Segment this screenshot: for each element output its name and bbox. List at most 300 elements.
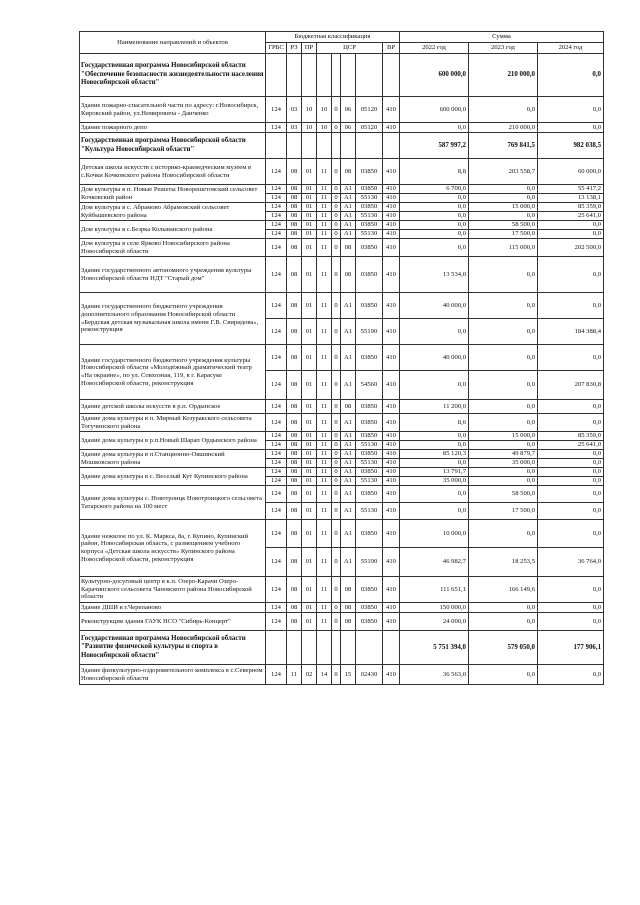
code-c1: 11 — [317, 520, 332, 548]
table-body — [80, 54, 604, 685]
table-row — [80, 123, 604, 133]
code-c3: A1 — [341, 371, 356, 400]
code-grbs: 124 — [266, 293, 287, 319]
code-c3: A1 — [341, 486, 356, 503]
object-name: Здание дома культуры в р.п.Новый Шарап Ордынского района — [80, 432, 266, 450]
table-row — [80, 414, 604, 432]
code-c4: 02430 — [356, 665, 383, 685]
code-c1: 11 — [317, 221, 332, 230]
code-c1: 11 — [317, 257, 332, 293]
code-c3: A1 — [341, 432, 356, 441]
code-pr: 01 — [302, 520, 317, 548]
amount-2024: 0,0 — [538, 123, 604, 133]
code-rz: 08 — [287, 459, 302, 468]
code-c3 — [341, 54, 356, 97]
code-grbs: 124 — [266, 486, 287, 503]
code-c4 — [356, 631, 383, 665]
amount-2024: 0,0 — [538, 459, 604, 468]
amount-2023: 0,0 — [469, 477, 538, 486]
amount-2023: 0,0 — [469, 345, 538, 371]
header-2024: 2024 год — [538, 43, 604, 54]
amount-2023: 0,0 — [469, 293, 538, 319]
table-row — [80, 577, 604, 603]
code-pr: 10 — [302, 97, 317, 123]
amount-2022: 40 000,0 — [400, 293, 469, 319]
amount-2023: 0,0 — [469, 257, 538, 293]
amount-2022: 587 997,2 — [400, 133, 469, 159]
code-rz: 08 — [287, 486, 302, 503]
code-vr: 410 — [383, 665, 400, 685]
code-c2: 0 — [332, 450, 341, 459]
amount-2024: 0,0 — [538, 603, 604, 613]
table-row — [80, 97, 604, 123]
code-c2: 0 — [332, 185, 341, 194]
code-rz: 08 — [287, 520, 302, 548]
amount-2024: 0,0 — [538, 414, 604, 432]
amount-2023: 0,0 — [469, 194, 538, 203]
code-rz: 08 — [287, 441, 302, 450]
object-name: Здание государственного автономного учреждения культуры Новосибирской области НДТ "Старый дом" — [80, 257, 266, 293]
amount-2024: 36 764,0 — [538, 548, 604, 577]
code-vr: 410 — [383, 577, 400, 603]
table-row — [80, 345, 604, 371]
code-vr — [383, 54, 400, 97]
code-pr: 01 — [302, 577, 317, 603]
code-rz: 08 — [287, 239, 302, 257]
code-vr: 410 — [383, 185, 400, 194]
code-rz: 03 — [287, 123, 302, 133]
code-rz: 08 — [287, 319, 302, 345]
code-c1: 11 — [317, 414, 332, 432]
amount-2023: 15 000,0 — [469, 203, 538, 212]
amount-2022: 0,0 — [400, 221, 469, 230]
code-pr: 01 — [302, 486, 317, 503]
amount-2024: 0,0 — [538, 613, 604, 631]
code-c1: 11 — [317, 371, 332, 400]
amount-2024: 0,0 — [538, 486, 604, 503]
amount-2023: 0,0 — [469, 665, 538, 685]
code-c2: 0 — [332, 577, 341, 603]
table-row — [80, 603, 604, 613]
code-rz: 08 — [287, 185, 302, 194]
code-pr: 01 — [302, 345, 317, 371]
code-c2: 0 — [332, 503, 341, 520]
code-c3: A1 — [341, 345, 356, 371]
code-vr: 410 — [383, 613, 400, 631]
code-vr: 410 — [383, 230, 400, 239]
code-rz: 08 — [287, 293, 302, 319]
code-pr: 01 — [302, 613, 317, 631]
code-c3: A1 — [341, 459, 356, 468]
code-vr: 410 — [383, 194, 400, 203]
code-pr: 01 — [302, 293, 317, 319]
code-c3: A1 — [341, 203, 356, 212]
code-grbs: 124 — [266, 185, 287, 194]
amount-2022: 6 700,0 — [400, 185, 469, 194]
amount-2023: 17 500,0 — [469, 503, 538, 520]
table-row — [80, 203, 604, 212]
code-c4: 55190 — [356, 548, 383, 577]
amount-2022: 150 000,0 — [400, 603, 469, 613]
code-grbs: 124 — [266, 194, 287, 203]
amount-2023: 0,0 — [469, 371, 538, 400]
code-c1: 11 — [317, 459, 332, 468]
code-rz: 08 — [287, 221, 302, 230]
code-pr: 01 — [302, 603, 317, 613]
code-c4: 03850 — [356, 414, 383, 432]
amount-2023: 579 050,0 — [469, 631, 538, 665]
amount-2022: 8,8 — [400, 159, 469, 185]
amount-2024: 982 038,5 — [538, 133, 604, 159]
amount-2024: 184 388,4 — [538, 319, 604, 345]
object-name: Государственная программа Новосибирской области "Обеспечение безопасности жизнедеятельности населения Новосибирской области" — [80, 54, 266, 97]
code-c3: 06 — [341, 97, 356, 123]
amount-2022: 600 000,0 — [400, 54, 469, 97]
amount-2023: 58 500,0 — [469, 221, 538, 230]
amount-2024: 0,0 — [538, 54, 604, 97]
code-c4: 03850 — [356, 613, 383, 631]
code-c3: A1 — [341, 185, 356, 194]
code-c2: 0 — [332, 257, 341, 293]
code-c4: 55130 — [356, 194, 383, 203]
code-c4: 03850 — [356, 185, 383, 194]
code-grbs: 124 — [266, 459, 287, 468]
code-grbs: 124 — [266, 371, 287, 400]
amount-2022: 85 120,3 — [400, 450, 469, 459]
code-vr: 410 — [383, 221, 400, 230]
object-name: Здание детской школы искусств в р.п. Ордынское — [80, 400, 266, 414]
amount-2022: 0,0 — [400, 239, 469, 257]
code-grbs: 124 — [266, 319, 287, 345]
code-grbs: 124 — [266, 613, 287, 631]
code-c4: 55130 — [356, 477, 383, 486]
header-name-column: Наименование направлений и объектов — [80, 32, 266, 54]
code-pr: 01 — [302, 400, 317, 414]
amount-2024: 0,0 — [538, 450, 604, 459]
code-pr: 01 — [302, 441, 317, 450]
code-vr: 410 — [383, 503, 400, 520]
code-c1: 11 — [317, 230, 332, 239]
amount-2022: 0,0 — [400, 230, 469, 239]
amount-2022: 35 000,0 — [400, 477, 469, 486]
code-rz: 08 — [287, 613, 302, 631]
code-vr: 410 — [383, 441, 400, 450]
amount-2022: 46 982,7 — [400, 548, 469, 577]
amount-2023: 58 500,0 — [469, 486, 538, 503]
amount-2024: 0,0 — [538, 400, 604, 414]
amount-2023: 15 000,0 — [469, 432, 538, 441]
code-c2: 0 — [332, 400, 341, 414]
code-c3: 08 — [341, 603, 356, 613]
code-pr: 02 — [302, 665, 317, 685]
code-rz: 08 — [287, 159, 302, 185]
amount-2023: 0,0 — [469, 468, 538, 477]
code-vr: 410 — [383, 239, 400, 257]
amount-2024: 0,0 — [538, 477, 604, 486]
code-c2: 0 — [332, 319, 341, 345]
amount-2023: 0,0 — [469, 212, 538, 221]
code-grbs: 124 — [266, 548, 287, 577]
code-vr: 410 — [383, 319, 400, 345]
code-c3: 08 — [341, 577, 356, 603]
amount-2024: 13 138,1 — [538, 194, 604, 203]
code-rz — [287, 133, 302, 159]
code-pr: 01 — [302, 194, 317, 203]
amount-2024: 0,0 — [538, 665, 604, 685]
code-pr: 01 — [302, 159, 317, 185]
code-rz: 08 — [287, 503, 302, 520]
code-c1: 11 — [317, 468, 332, 477]
header-csr: ЦСР — [317, 43, 383, 54]
code-c2: 0 — [332, 459, 341, 468]
object-name: Здание ДШИ в г.Черепаново — [80, 603, 266, 613]
amount-2024: 85 359,0 — [538, 203, 604, 212]
code-c1: 11 — [317, 203, 332, 212]
code-c1: 11 — [317, 577, 332, 603]
amount-2022: 0,0 — [400, 194, 469, 203]
amount-2024: 55 417,2 — [538, 185, 604, 194]
table-row — [80, 613, 604, 631]
code-pr — [302, 631, 317, 665]
code-grbs — [266, 631, 287, 665]
amount-2023: 0,0 — [469, 414, 538, 432]
object-name: Здание дома культуры в п.Станционно-Ояшинский Мошковского района — [80, 450, 266, 468]
amount-2022: 0,0 — [400, 459, 469, 468]
code-c4: 03850 — [356, 159, 383, 185]
code-vr: 410 — [383, 450, 400, 459]
amount-2023: 210 000,0 — [469, 123, 538, 133]
code-c2: 0 — [332, 414, 341, 432]
object-name: Здание нежилое по ул. К. Маркса, 8а, г. Купино, Купинский район, Новосибирская область, с размещением учебного корпуса «Детская школа искусств» Купинского района Новосибирской области, реконструкция — [80, 520, 266, 577]
code-grbs: 124 — [266, 123, 287, 133]
amount-2022: 0,0 — [400, 503, 469, 520]
code-c4: 03850 — [356, 603, 383, 613]
amount-2024: 0,0 — [538, 577, 604, 603]
code-pr: 01 — [302, 414, 317, 432]
code-grbs: 124 — [266, 221, 287, 230]
header-2022: 2022 год — [400, 43, 469, 54]
code-c1: 11 — [317, 185, 332, 194]
amount-2024: 25 641,0 — [538, 441, 604, 450]
code-grbs: 124 — [266, 503, 287, 520]
code-rz: 08 — [287, 468, 302, 477]
code-c3: A1 — [341, 212, 356, 221]
code-vr: 410 — [383, 123, 400, 133]
object-name: Здание пожарно-спасательной части по адресу: г.Новосибирск, Кировский район, ул.Немировича - Данченко — [80, 97, 266, 123]
amount-2023: 0,0 — [469, 97, 538, 123]
code-c1: 11 — [317, 159, 332, 185]
code-c2: 0 — [332, 665, 341, 685]
code-grbs — [266, 54, 287, 97]
code-c3: A1 — [341, 319, 356, 345]
code-vr: 410 — [383, 371, 400, 400]
amount-2023: 0,0 — [469, 520, 538, 548]
code-pr: 10 — [302, 123, 317, 133]
code-grbs: 124 — [266, 230, 287, 239]
code-c4: 03850 — [356, 400, 383, 414]
program-row — [80, 631, 604, 665]
code-c2: 0 — [332, 468, 341, 477]
code-c3: 15 — [341, 665, 356, 685]
table-row — [80, 665, 604, 685]
code-c1: 10 — [317, 123, 332, 133]
object-name: Дом культуры в с.Безрка Колыванского района — [80, 221, 266, 239]
code-c3: A1 — [341, 548, 356, 577]
code-c2: 0 — [332, 477, 341, 486]
code-c2: 0 — [332, 123, 341, 133]
code-grbs: 124 — [266, 603, 287, 613]
code-rz: 08 — [287, 477, 302, 486]
code-c4: 55130 — [356, 230, 383, 239]
amount-2024: 0,0 — [538, 503, 604, 520]
code-grbs: 124 — [266, 450, 287, 459]
code-c3: A1 — [341, 477, 356, 486]
code-grbs: 124 — [266, 212, 287, 221]
amount-2022: 8,6 — [400, 414, 469, 432]
code-c3: A1 — [341, 230, 356, 239]
code-c4: 03850 — [356, 345, 383, 371]
amount-2022: 5 751 394,0 — [400, 631, 469, 665]
code-grbs: 124 — [266, 468, 287, 477]
code-grbs: 124 — [266, 432, 287, 441]
table-row — [80, 293, 604, 319]
code-pr: 01 — [302, 432, 317, 441]
code-c2: 0 — [332, 159, 341, 185]
code-rz: 08 — [287, 400, 302, 414]
code-vr: 410 — [383, 548, 400, 577]
amount-2023: 35 000,0 — [469, 459, 538, 468]
amount-2023: 203 558,7 — [469, 159, 538, 185]
code-c3: 06 — [341, 123, 356, 133]
amount-2022: 0,0 — [400, 441, 469, 450]
amount-2023: 210 000,0 — [469, 54, 538, 97]
table-row — [80, 185, 604, 194]
code-c1: 10 — [317, 97, 332, 123]
code-grbs: 124 — [266, 345, 287, 371]
code-pr: 01 — [302, 319, 317, 345]
code-c4 — [356, 54, 383, 97]
code-c1: 11 — [317, 503, 332, 520]
code-pr: 01 — [302, 371, 317, 400]
table-row — [80, 159, 604, 185]
code-grbs: 124 — [266, 257, 287, 293]
amount-2022: 0,0 — [400, 371, 469, 400]
amount-2022: 111 651,1 — [400, 577, 469, 603]
code-rz: 08 — [287, 203, 302, 212]
code-grbs: 124 — [266, 97, 287, 123]
code-grbs: 124 — [266, 577, 287, 603]
code-c2: 0 — [332, 230, 341, 239]
amount-2024: 85 359,0 — [538, 432, 604, 441]
code-c1 — [317, 133, 332, 159]
code-c3: 08 — [341, 159, 356, 185]
header-budget-classification: Бюджетная классификация — [266, 32, 400, 43]
code-rz: 08 — [287, 577, 302, 603]
code-c2 — [332, 631, 341, 665]
code-c4: 03850 — [356, 432, 383, 441]
code-rz: 08 — [287, 450, 302, 459]
amount-2024: 0,0 — [538, 230, 604, 239]
code-c3: A1 — [341, 450, 356, 459]
code-c4: 03850 — [356, 486, 383, 503]
object-name: Государственная программа Новосибирской области "Развитие физической культуры и спорта в Новосибирской области" — [80, 631, 266, 665]
code-c4: 55190 — [356, 319, 383, 345]
amount-2024: 202 500,0 — [538, 239, 604, 257]
code-c2: 0 — [332, 520, 341, 548]
code-vr: 410 — [383, 432, 400, 441]
code-c2: 0 — [332, 293, 341, 319]
code-c4: 55130 — [356, 212, 383, 221]
code-c1: 11 — [317, 477, 332, 486]
code-c2: 0 — [332, 194, 341, 203]
code-c1: 11 — [317, 319, 332, 345]
code-c4: 03850 — [356, 257, 383, 293]
amount-2024: 0,0 — [538, 345, 604, 371]
code-rz: 08 — [287, 212, 302, 221]
code-c2: 0 — [332, 371, 341, 400]
code-rz: 08 — [287, 345, 302, 371]
program-row — [80, 133, 604, 159]
code-vr: 410 — [383, 486, 400, 503]
code-c1: 11 — [317, 450, 332, 459]
amount-2022: 0,0 — [400, 203, 469, 212]
code-vr: 410 — [383, 520, 400, 548]
table-row — [80, 257, 604, 293]
code-rz: 08 — [287, 432, 302, 441]
code-c4: 03850 — [356, 577, 383, 603]
amount-2023: 166 149,6 — [469, 577, 538, 603]
code-c2: 0 — [332, 432, 341, 441]
table-row — [80, 520, 604, 548]
code-c3 — [341, 133, 356, 159]
code-c4: 03850 — [356, 468, 383, 477]
amount-2023: 49 879,7 — [469, 450, 538, 459]
code-c3: A1 — [341, 503, 356, 520]
code-c1: 11 — [317, 239, 332, 257]
code-c3: 08 — [341, 400, 356, 414]
amount-2022: 600 000,0 — [400, 97, 469, 123]
object-name: Дом культуры в п. Новые Решеты Новорешетовский сельсовет Кочковский район — [80, 185, 266, 203]
object-name: Культурно-досуговый центр в к.п. Озеро-Карачи Озеро-Карачинского сельсовета Чановского района Новосибирской области — [80, 577, 266, 603]
code-c3: A1 — [341, 194, 356, 203]
amount-2023: 17 500,0 — [469, 230, 538, 239]
code-c4: 55130 — [356, 441, 383, 450]
code-vr: 410 — [383, 203, 400, 212]
code-grbs: 124 — [266, 239, 287, 257]
code-c3: A1 — [341, 468, 356, 477]
code-c1: 11 — [317, 345, 332, 371]
code-pr: 01 — [302, 257, 317, 293]
code-pr: 01 — [302, 459, 317, 468]
code-c3: 08 — [341, 239, 356, 257]
amount-2022: 13 534,0 — [400, 257, 469, 293]
code-vr: 410 — [383, 293, 400, 319]
amount-2024: 0,0 — [538, 257, 604, 293]
amount-2024: 25 641,0 — [538, 212, 604, 221]
amount-2022: 24 000,0 — [400, 613, 469, 631]
amount-2022: 0,0 — [400, 486, 469, 503]
code-c1: 11 — [317, 486, 332, 503]
header-grbs: ГРБС — [266, 43, 287, 54]
code-c4: 55130 — [356, 459, 383, 468]
code-pr: 01 — [302, 468, 317, 477]
code-c1: 11 — [317, 603, 332, 613]
budget-table-page — [79, 31, 603, 685]
amount-2022: 40 000,0 — [400, 345, 469, 371]
code-pr — [302, 133, 317, 159]
amount-2024: 177 906,1 — [538, 631, 604, 665]
amount-2023: 0,0 — [469, 603, 538, 613]
